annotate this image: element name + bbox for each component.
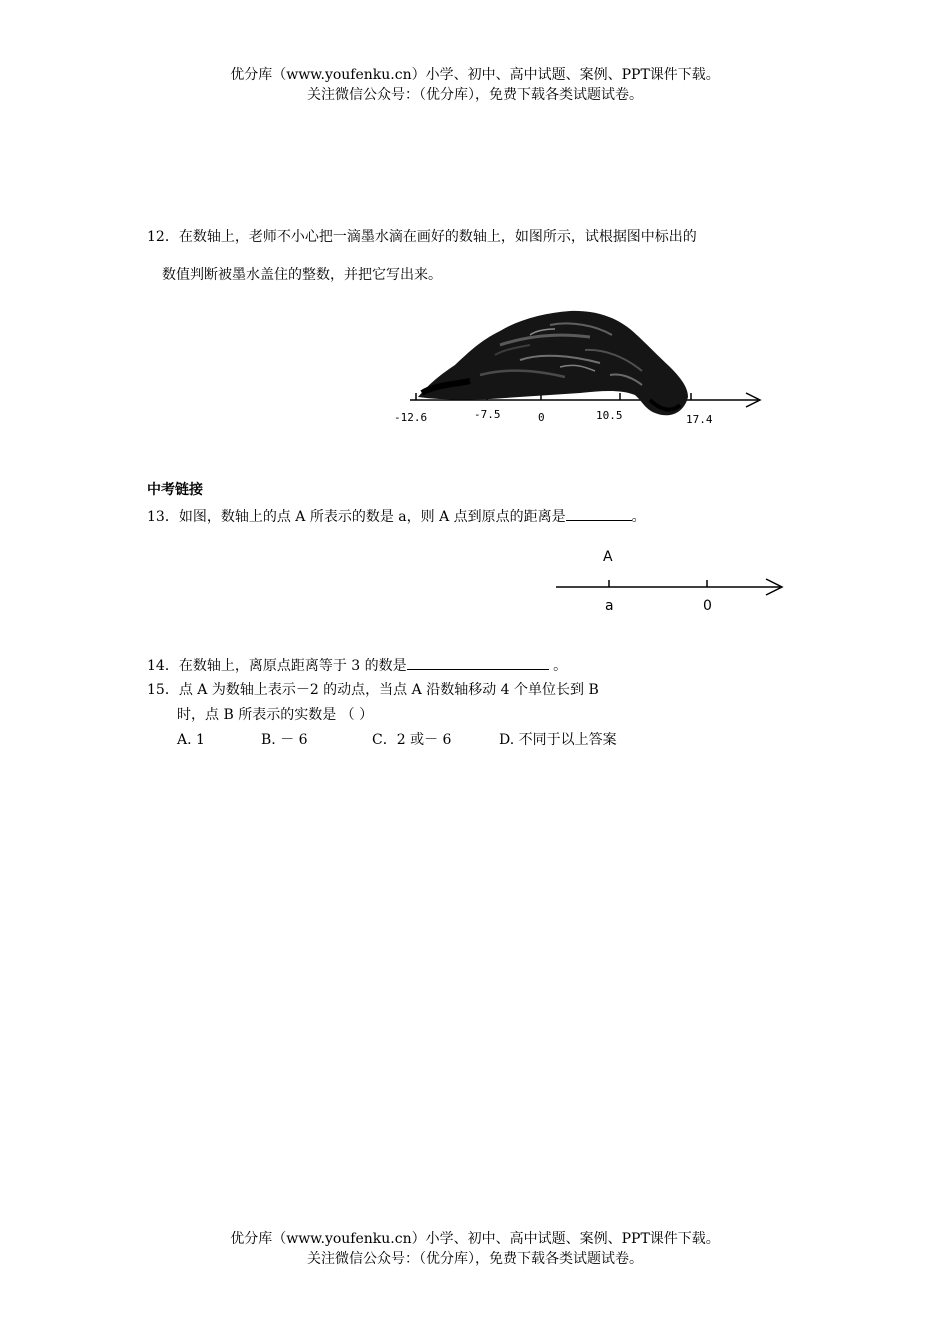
q12-tick-label: -12.6 [394,411,428,424]
q13-point-label: A [603,549,613,565]
q15-option-a[interactable]: A. 1 [177,732,205,748]
q15-option-d[interactable]: D. 不同于以上答案 [499,732,617,748]
q14-answer-blank[interactable] [407,655,549,670]
q12-line-1: 12．在数轴上，老师不小心把一滴墨水滴在画好的数轴上，如图所示，试根据图中标出的 [147,229,697,245]
q12-tick-label: 0 [538,411,545,424]
q13-text: 13．如图，数轴上的点 A 所表示的数是 a，则 A 点到原点的距离是 [147,509,566,525]
q12-tick-label: -7.5 [474,408,501,421]
q13-tick-label-0: 0 [703,598,712,614]
footer-line-2: 关注微信公众号：（优分库），免费下载各类试题试卷。 [307,1251,643,1267]
q13-line [147,506,646,527]
header-line-1: 优分库（www.youfenku.cn）小学、初中、高中试题、案例、PPT课件下载。 [230,67,720,83]
q14-text: 14．在数轴上，离原点距离等于 3 的数是 [147,658,407,674]
q13-end: 。 [631,509,646,525]
q15-option-b[interactable]: B. － 6 [261,732,308,748]
q15-option-c[interactable]: C．2 或－ 6 [372,732,452,748]
q13-tick-label-a: a [605,598,614,614]
q12-tick-label: 10.5 [596,409,623,422]
header-line-2: 关注微信公众号：（优分库），免费下载各类试题试卷。 [307,87,643,103]
footer-line-1: 优分库（www.youfenku.cn）小学、初中、高中试题、案例、PPT课件下载。 [230,1231,720,1247]
q13-answer-blank[interactable] [566,506,632,521]
q12-line-2: 数值判断被墨水盖住的整数，并把它写出来。 [162,267,442,283]
q12-ink-number-line-figure [380,305,780,430]
q14-end: 。 [548,658,568,674]
q12-tick-label: 17.4 [686,413,713,426]
section-title: 中考链接 [147,482,203,498]
q13-number-line-figure [550,540,790,620]
q15-line-2: 时，点 B 所表示的实数是 （ ） [177,707,374,723]
q15-line-1: 15．点 A 为数轴上表示－2 的动点，当点 A 沿数轴移动 4 个单位长到 B [147,682,599,698]
q14-line [147,655,567,676]
